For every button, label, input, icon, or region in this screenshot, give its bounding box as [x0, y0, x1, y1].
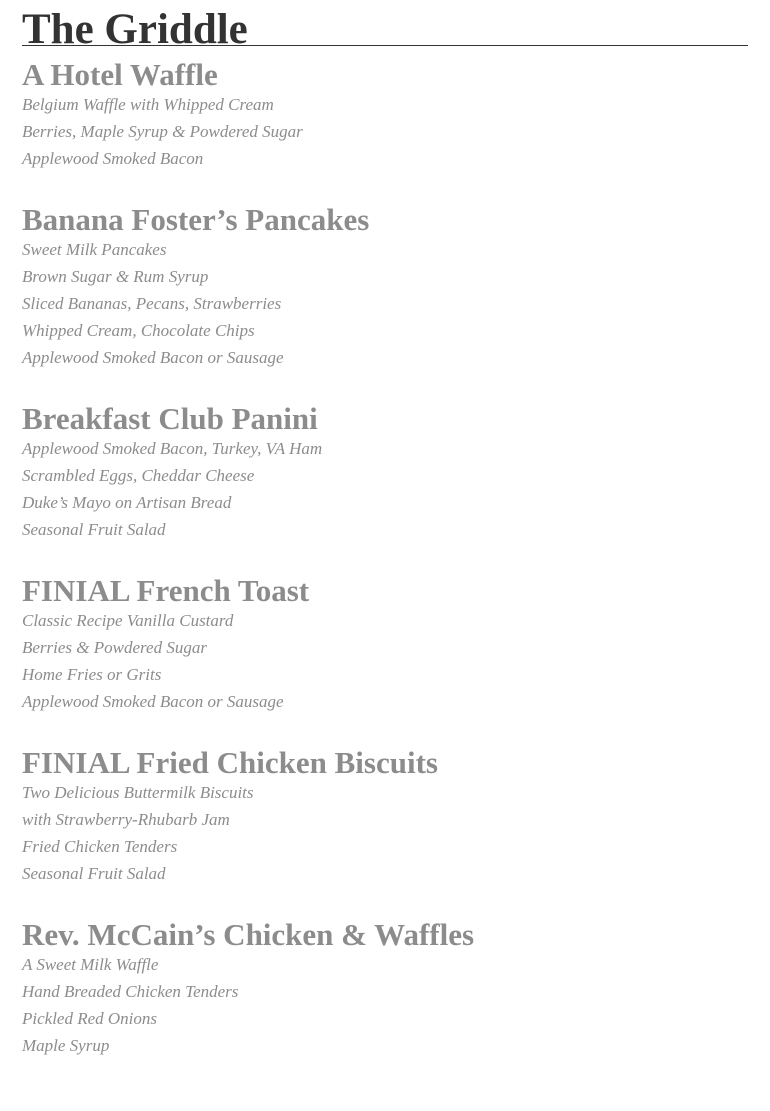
section-header: [22, 0, 748, 53]
menu-item-line: Sliced Bananas, Pecans, Strawberries: [22, 294, 282, 313]
menu-item-breakfast-club-panini: [22, 402, 748, 543]
menu-item-line: Applewood Smoked Bacon, Turkey, VA Ham: [22, 439, 323, 458]
menu-item-line: Belgium Waffle with Whipped Cream: [22, 95, 274, 114]
menu-item-description: [22, 435, 748, 543]
menu-item-line: Home Fries or Grits: [22, 665, 162, 684]
menu-item-chicken-and-waffles: [22, 918, 748, 1059]
section-title: The Griddle: [22, 6, 248, 53]
menu-item-line: Hand Breaded Chicken Tenders: [22, 982, 239, 1001]
menu-item-line: Applewood Smoked Bacon or Sausage: [22, 348, 284, 367]
menu-item-hotel-waffle: [22, 58, 748, 172]
menu-item-title: Breakfast Club Panini: [22, 401, 318, 436]
menu-item-title: FINIAL French Toast: [22, 573, 310, 608]
menu-item-description: [22, 607, 748, 715]
menu-item-title: Rev. McCain’s Chicken & Waffles: [22, 917, 475, 952]
menu-item-line: Pickled Red Onions: [22, 1009, 158, 1028]
menu-item-description: [22, 779, 748, 887]
menu-item-line: Classic Recipe Vanilla Custard: [22, 611, 234, 630]
menu-item-finial-fried-chicken-biscuits: [22, 746, 748, 887]
menu-item-banana-fosters-pancakes: [22, 203, 748, 371]
menu-item-line: A Sweet Milk Waffle: [22, 955, 159, 974]
menu-item-line: Whipped Cream, Chocolate Chips: [22, 321, 255, 340]
menu-item-line: Scrambled Eggs, Cheddar Cheese: [22, 466, 255, 485]
menu-page: [22, 0, 748, 1059]
menu-item-description: [22, 236, 748, 371]
menu-item-line: Fried Chicken Tenders: [22, 837, 178, 856]
menu-item-line: Applewood Smoked Bacon: [22, 149, 204, 168]
menu-item-line: with Strawberry-Rhubarb Jam: [22, 810, 230, 829]
menu-item-line: Seasonal Fruit Salad: [22, 864, 166, 883]
menu-item-finial-french-toast: [22, 574, 748, 715]
menu-item-title: FINIAL Fried Chicken Biscuits: [22, 745, 438, 780]
menu-item-line: Brown Sugar & Rum Syrup: [22, 267, 209, 286]
menu-item-line: Berries & Powdered Sugar: [22, 638, 207, 657]
menu-item-line: Two Delicious Buttermilk Biscuits: [22, 783, 254, 802]
menu-item-line: Berries, Maple Syrup & Powdered Sugar: [22, 122, 303, 141]
menu-item-title: A Hotel Waffle: [22, 57, 218, 92]
menu-item-description: [22, 91, 748, 172]
menu-item-title: Banana Foster’s Pancakes: [22, 202, 370, 237]
menu-item-line: Duke’s Mayo on Artisan Bread: [22, 493, 232, 512]
menu-item-line: Seasonal Fruit Salad: [22, 520, 166, 539]
menu-item-line: Maple Syrup: [22, 1036, 110, 1055]
menu-item-line: Applewood Smoked Bacon or Sausage: [22, 692, 284, 711]
menu-item-line: Sweet Milk Pancakes: [22, 240, 167, 259]
menu-item-description: [22, 951, 748, 1059]
